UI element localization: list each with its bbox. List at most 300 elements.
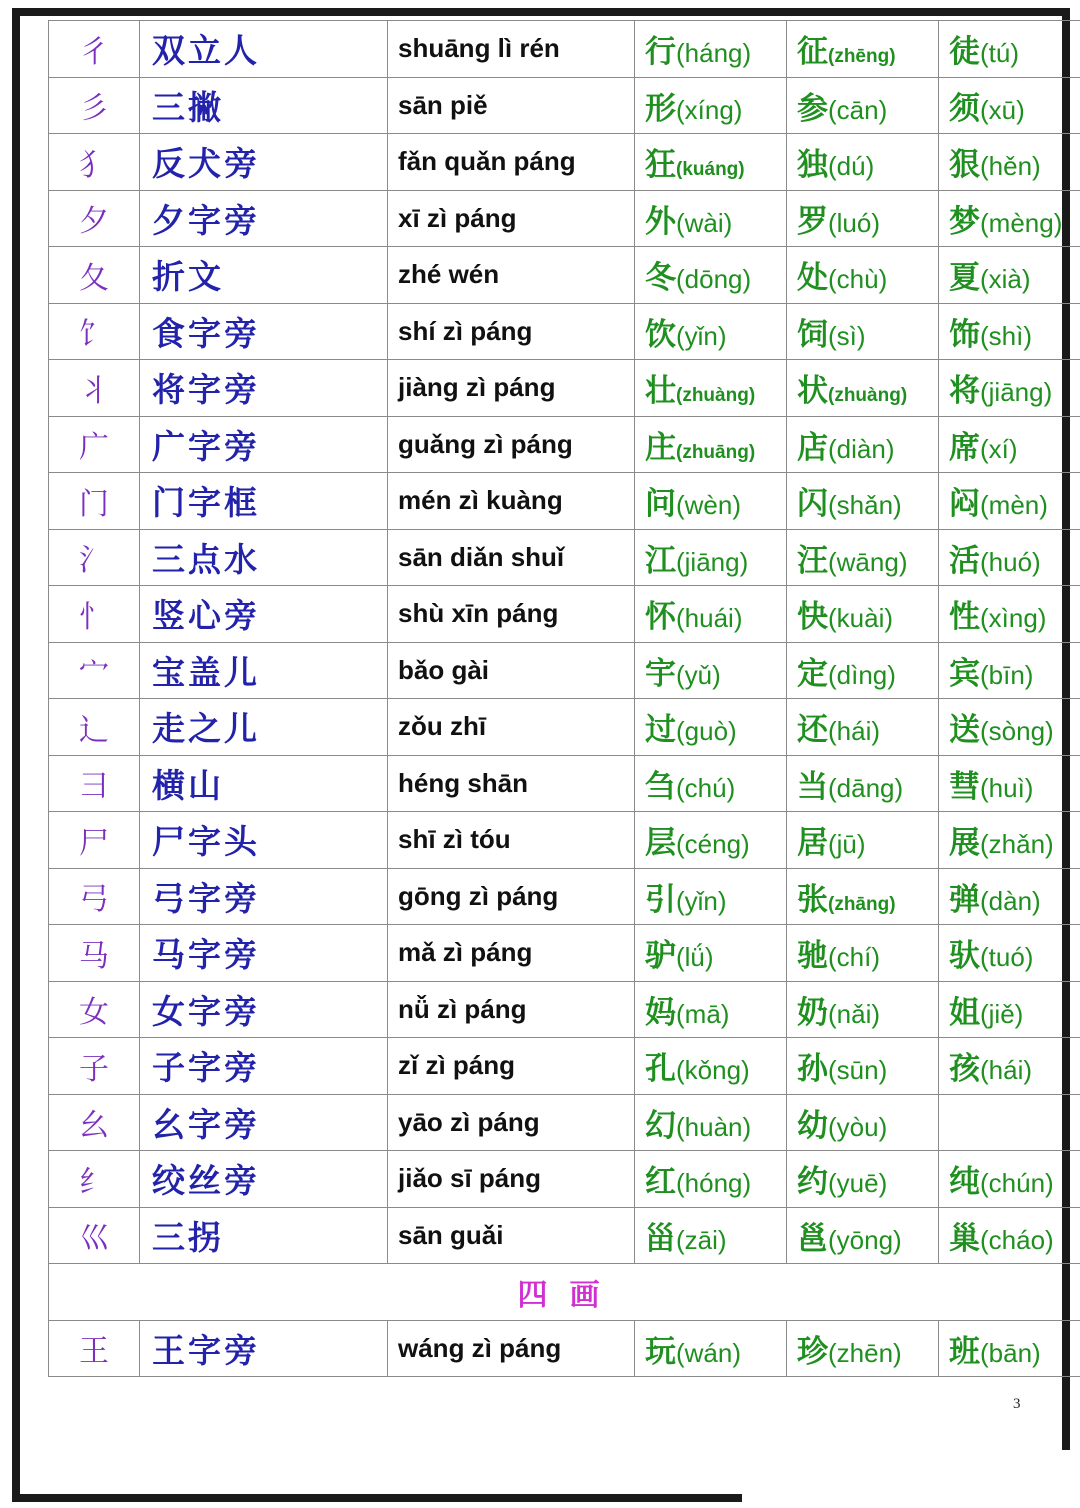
example-cell bbox=[635, 473, 787, 530]
example-pinyin: (lǘ) bbox=[676, 942, 714, 973]
table-row bbox=[49, 77, 1080, 134]
example-character: 冬 bbox=[645, 260, 676, 297]
radical-name-cell: 宝盖儿 bbox=[140, 642, 388, 699]
radical-cell: 弓 bbox=[49, 868, 140, 925]
radical-cell: 夂 bbox=[49, 247, 140, 304]
example-pinyin: (luó) bbox=[828, 207, 881, 238]
table-row bbox=[49, 21, 1080, 78]
example-cell bbox=[635, 981, 787, 1038]
example-character: 幼 bbox=[797, 1107, 828, 1144]
example-pinyin: (mā) bbox=[676, 998, 730, 1029]
example-character: 快 bbox=[797, 599, 828, 636]
example-character: 约 bbox=[797, 1164, 828, 1201]
example-pinyin: (hái) bbox=[980, 1055, 1033, 1086]
pinyin-cell: yāo zì páng bbox=[388, 1094, 635, 1151]
table-row bbox=[49, 529, 1080, 586]
example-pinyin: (dìng) bbox=[828, 659, 896, 690]
example-pinyin: (zhuàng) bbox=[676, 385, 756, 407]
example-cell bbox=[939, 303, 1080, 360]
example-character: 饰 bbox=[949, 316, 980, 353]
radical-cell: 忄 bbox=[49, 586, 140, 643]
radical-cell: 彳 bbox=[49, 21, 140, 78]
page-frame-bottom bbox=[12, 1494, 742, 1502]
table-row bbox=[49, 755, 1080, 812]
example-pinyin: (xū) bbox=[980, 94, 1025, 125]
example-pinyin: (xíng) bbox=[676, 94, 743, 125]
radical-cell: 饣 bbox=[49, 303, 140, 360]
example-cell bbox=[787, 1151, 939, 1208]
example-character: 庄 bbox=[645, 429, 676, 466]
example-pinyin: (jiāng) bbox=[980, 377, 1053, 408]
example-character: 处 bbox=[797, 260, 828, 297]
example-cell bbox=[635, 134, 787, 191]
radical-name-cell: 子字旁 bbox=[140, 1038, 388, 1095]
example-cell bbox=[939, 868, 1080, 925]
example-cell bbox=[939, 586, 1080, 643]
example-pinyin: (wài) bbox=[676, 207, 733, 238]
page-frame-top bbox=[12, 8, 1070, 16]
example-pinyin: (sūn) bbox=[828, 1055, 888, 1086]
example-pinyin: (shì) bbox=[980, 320, 1032, 351]
example-cell bbox=[939, 360, 1080, 417]
example-pinyin: (dàn) bbox=[980, 885, 1041, 916]
example-character: 将 bbox=[949, 373, 980, 410]
radical-name-cell: 反犬旁 bbox=[140, 134, 388, 191]
example-pinyin: (kǒng) bbox=[676, 1055, 750, 1086]
table-row bbox=[49, 981, 1080, 1038]
example-character: 汪 bbox=[797, 542, 828, 579]
example-cell bbox=[787, 642, 939, 699]
radical-cell: 辶 bbox=[49, 699, 140, 756]
radical-name-cell: 横山 bbox=[140, 755, 388, 812]
example-character: 居 bbox=[797, 825, 828, 862]
radical-cell: 马 bbox=[49, 925, 140, 982]
table-row bbox=[49, 473, 1080, 530]
example-cell bbox=[787, 416, 939, 473]
example-pinyin: (zhuāng) bbox=[676, 441, 756, 463]
example-character: 席 bbox=[949, 429, 980, 466]
example-character: 姐 bbox=[949, 994, 980, 1031]
example-character: 徒 bbox=[949, 34, 980, 71]
example-pinyin: (tuó) bbox=[980, 942, 1034, 973]
example-cell bbox=[635, 642, 787, 699]
example-cell bbox=[787, 981, 939, 1038]
example-character: 外 bbox=[645, 203, 676, 240]
example-cell bbox=[939, 473, 1080, 530]
example-character: 闷 bbox=[949, 486, 980, 523]
radical-cell: 广 bbox=[49, 416, 140, 473]
example-pinyin: (zhuàng) bbox=[828, 385, 908, 407]
example-cell bbox=[939, 699, 1080, 756]
example-cell bbox=[939, 21, 1080, 78]
example-character: 彗 bbox=[949, 768, 980, 805]
example-cell bbox=[939, 77, 1080, 134]
table-row bbox=[49, 699, 1080, 756]
example-pinyin: (diàn) bbox=[828, 433, 895, 464]
example-pinyin: (dōng) bbox=[676, 264, 752, 295]
example-cell bbox=[787, 868, 939, 925]
example-pinyin: (yǔ) bbox=[676, 659, 721, 690]
pinyin-cell: shī zì tóu bbox=[388, 812, 635, 869]
example-pinyin: (bān) bbox=[980, 1337, 1041, 1368]
example-cell bbox=[939, 1320, 1080, 1377]
table-row bbox=[49, 812, 1080, 869]
example-cell bbox=[939, 529, 1080, 586]
example-cell bbox=[787, 1320, 939, 1377]
example-character: 张 bbox=[797, 881, 828, 918]
example-character: 还 bbox=[797, 712, 828, 749]
example-cell bbox=[939, 755, 1080, 812]
example-pinyin: (zhǎn) bbox=[980, 829, 1054, 860]
radical-table bbox=[48, 20, 1080, 1377]
table-row bbox=[49, 1207, 1080, 1264]
pinyin-cell: shí zì páng bbox=[388, 303, 635, 360]
pinyin-cell: jiǎo sī páng bbox=[388, 1151, 635, 1208]
pinyin-cell: jiàng zì páng bbox=[388, 360, 635, 417]
example-pinyin: (huì) bbox=[980, 772, 1034, 803]
example-pinyin: (mèng) bbox=[980, 207, 1063, 238]
example-cell bbox=[635, 77, 787, 134]
example-cell bbox=[635, 529, 787, 586]
radical-cell: 丬 bbox=[49, 360, 140, 417]
pinyin-cell: héng shān bbox=[388, 755, 635, 812]
example-pinyin: (háng) bbox=[676, 38, 752, 69]
table-row bbox=[49, 925, 1080, 982]
pinyin-cell: sān guǎi bbox=[388, 1207, 635, 1264]
example-character: 定 bbox=[797, 655, 828, 692]
radical-table-body bbox=[49, 21, 1080, 1377]
radical-cell: 宀 bbox=[49, 642, 140, 699]
example-pinyin: (hái) bbox=[828, 716, 881, 747]
example-character: 驰 bbox=[797, 938, 828, 975]
example-character: 引 bbox=[645, 881, 676, 918]
example-pinyin: (yǐn) bbox=[676, 320, 727, 351]
example-pinyin: (hěn) bbox=[980, 151, 1041, 182]
example-pinyin: (yǐn) bbox=[676, 885, 727, 916]
example-character: 宇 bbox=[645, 655, 676, 692]
example-cell bbox=[787, 1094, 939, 1151]
example-character: 珍 bbox=[797, 1333, 828, 1370]
pinyin-cell: shuāng lì rén bbox=[388, 21, 635, 78]
example-pinyin: (jiāng) bbox=[676, 546, 749, 577]
table-row bbox=[49, 360, 1080, 417]
pinyin-cell: fǎn quǎn páng bbox=[388, 134, 635, 191]
pinyin-cell: zhé wén bbox=[388, 247, 635, 304]
table-row bbox=[49, 134, 1080, 191]
example-pinyin: (chú) bbox=[676, 772, 736, 803]
pinyin-cell: nǚ zì páng bbox=[388, 981, 635, 1038]
example-cell bbox=[939, 981, 1080, 1038]
example-pinyin: (cháo) bbox=[980, 1224, 1054, 1255]
example-pinyin: (tú) bbox=[980, 38, 1019, 69]
example-cell bbox=[787, 247, 939, 304]
radical-name-cell: 三点水 bbox=[140, 529, 388, 586]
pinyin-cell: zǒu zhī bbox=[388, 699, 635, 756]
example-character: 当 bbox=[797, 768, 828, 805]
example-cell bbox=[787, 529, 939, 586]
example-character: 妈 bbox=[645, 994, 676, 1031]
example-cell bbox=[939, 134, 1080, 191]
example-cell bbox=[939, 1207, 1080, 1264]
example-character: 夏 bbox=[949, 260, 980, 297]
example-character: 形 bbox=[645, 90, 676, 127]
example-character: 孙 bbox=[797, 1051, 828, 1088]
example-cell bbox=[635, 868, 787, 925]
example-pinyin: (jū) bbox=[828, 829, 866, 860]
example-pinyin: (chún) bbox=[980, 1168, 1054, 1199]
example-pinyin: (huàn) bbox=[676, 1111, 752, 1142]
example-cell bbox=[787, 134, 939, 191]
example-character: 饮 bbox=[645, 316, 676, 353]
radical-name-cell: 弓字旁 bbox=[140, 868, 388, 925]
example-pinyin: (zhēn) bbox=[828, 1337, 902, 1368]
example-character: 邕 bbox=[797, 1220, 828, 1257]
example-character: 刍 bbox=[645, 768, 676, 805]
example-pinyin: (dú) bbox=[828, 151, 875, 182]
example-cell bbox=[939, 416, 1080, 473]
example-pinyin: (céng) bbox=[676, 829, 750, 860]
example-character: 纯 bbox=[949, 1164, 980, 1201]
example-character: 驴 bbox=[645, 938, 676, 975]
example-character: 独 bbox=[797, 147, 828, 184]
radical-name-cell: 三撇 bbox=[140, 77, 388, 134]
example-character: 活 bbox=[949, 542, 980, 579]
example-cell bbox=[787, 586, 939, 643]
example-pinyin: (chù) bbox=[828, 264, 888, 295]
example-cell bbox=[939, 1151, 1080, 1208]
section-row bbox=[49, 1264, 1080, 1321]
example-character: 狂 bbox=[645, 147, 676, 184]
page-frame-left bbox=[12, 8, 20, 1500]
example-character: 过 bbox=[645, 712, 676, 749]
example-character: 展 bbox=[949, 825, 980, 862]
example-cell bbox=[787, 699, 939, 756]
example-cell bbox=[939, 190, 1080, 247]
radical-name-cell: 将字旁 bbox=[140, 360, 388, 417]
example-pinyin: (shǎn) bbox=[828, 490, 902, 521]
example-character: 须 bbox=[949, 90, 980, 127]
table-row bbox=[49, 1094, 1080, 1151]
example-character: 层 bbox=[645, 825, 676, 862]
example-character: 宾 bbox=[949, 655, 980, 692]
table-row bbox=[49, 247, 1080, 304]
radical-name-cell: 尸字头 bbox=[140, 812, 388, 869]
radical-cell: 尸 bbox=[49, 812, 140, 869]
table-row bbox=[49, 1320, 1080, 1377]
radical-name-cell: 广字旁 bbox=[140, 416, 388, 473]
example-character: 红 bbox=[645, 1164, 676, 1201]
example-cell bbox=[635, 190, 787, 247]
example-pinyin: (wèn) bbox=[676, 490, 742, 521]
radical-cell: 王 bbox=[49, 1320, 140, 1377]
example-cell bbox=[635, 1320, 787, 1377]
pinyin-cell: zǐ zì páng bbox=[388, 1038, 635, 1095]
example-pinyin: (yuē) bbox=[828, 1168, 888, 1199]
radical-cell: 女 bbox=[49, 981, 140, 1038]
radical-name-cell: 门字框 bbox=[140, 473, 388, 530]
example-pinyin: (huái) bbox=[676, 603, 743, 634]
example-cell bbox=[635, 925, 787, 982]
radical-name-cell: 三拐 bbox=[140, 1207, 388, 1264]
table-row bbox=[49, 1038, 1080, 1095]
example-cell bbox=[787, 303, 939, 360]
example-cell bbox=[787, 190, 939, 247]
example-cell bbox=[635, 1094, 787, 1151]
radical-name-cell: 绞丝旁 bbox=[140, 1151, 388, 1208]
example-cell bbox=[635, 586, 787, 643]
radical-name-cell: 折文 bbox=[140, 247, 388, 304]
example-character: 饲 bbox=[797, 316, 828, 353]
example-character: 状 bbox=[797, 373, 828, 410]
example-cell bbox=[635, 755, 787, 812]
example-character: 玩 bbox=[645, 1333, 676, 1370]
table-row bbox=[49, 586, 1080, 643]
example-character: 性 bbox=[949, 599, 980, 636]
example-cell bbox=[787, 812, 939, 869]
example-cell bbox=[635, 247, 787, 304]
example-pinyin: (hóng) bbox=[676, 1168, 752, 1199]
radical-name-cell: 竖心旁 bbox=[140, 586, 388, 643]
table-row bbox=[49, 416, 1080, 473]
example-character: 狠 bbox=[949, 147, 980, 184]
radical-cell: 幺 bbox=[49, 1094, 140, 1151]
example-character: 驮 bbox=[949, 938, 980, 975]
example-character: 行 bbox=[645, 34, 676, 71]
example-character: 巢 bbox=[949, 1220, 980, 1257]
example-pinyin: (cān) bbox=[828, 94, 888, 125]
example-character: 江 bbox=[645, 542, 676, 579]
example-cell bbox=[635, 303, 787, 360]
table-row bbox=[49, 190, 1080, 247]
radical-cell: 纟 bbox=[49, 1151, 140, 1208]
example-pinyin: (chí) bbox=[828, 942, 880, 973]
example-character: 闪 bbox=[797, 486, 828, 523]
example-pinyin: (wāng) bbox=[828, 546, 908, 577]
example-cell bbox=[939, 247, 1080, 304]
example-cell bbox=[635, 812, 787, 869]
example-pinyin: (wán) bbox=[676, 1337, 742, 1368]
example-character: 壮 bbox=[645, 373, 676, 410]
example-cell bbox=[939, 1038, 1080, 1095]
example-cell bbox=[787, 755, 939, 812]
example-character: 班 bbox=[949, 1333, 980, 1370]
page-number: 3 bbox=[1013, 1396, 1021, 1412]
example-character: 孩 bbox=[949, 1051, 980, 1088]
example-pinyin: (xí) bbox=[980, 433, 1018, 464]
pinyin-cell: xī zì páng bbox=[388, 190, 635, 247]
table-row bbox=[49, 303, 1080, 360]
example-pinyin: (nǎi) bbox=[828, 998, 881, 1029]
radical-cell: 彡 bbox=[49, 77, 140, 134]
pinyin-cell: wáng zì páng bbox=[388, 1320, 635, 1377]
pinyin-cell: sān diǎn shuǐ bbox=[388, 529, 635, 586]
example-cell bbox=[939, 925, 1080, 982]
example-pinyin: (sì) bbox=[828, 320, 866, 351]
radical-name-cell: 王字旁 bbox=[140, 1320, 388, 1377]
pinyin-cell: bǎo gài bbox=[388, 642, 635, 699]
example-character: 甾 bbox=[645, 1220, 676, 1257]
radical-name-cell: 女字旁 bbox=[140, 981, 388, 1038]
example-character: 参 bbox=[797, 90, 828, 127]
pinyin-cell: guǎng zì páng bbox=[388, 416, 635, 473]
radical-cell: 犭 bbox=[49, 134, 140, 191]
example-character: 梦 bbox=[949, 203, 980, 240]
example-character: 店 bbox=[797, 429, 828, 466]
example-character: 弹 bbox=[949, 881, 980, 918]
example-character: 幻 bbox=[645, 1107, 676, 1144]
example-cell bbox=[939, 642, 1080, 699]
example-pinyin: (kuài) bbox=[828, 603, 894, 634]
example-pinyin: (yōng) bbox=[828, 1224, 902, 1255]
example-cell bbox=[787, 473, 939, 530]
pinyin-cell: gōng zì páng bbox=[388, 868, 635, 925]
radical-name-cell: 马字旁 bbox=[140, 925, 388, 982]
example-cell bbox=[787, 21, 939, 78]
example-character: 罗 bbox=[797, 203, 828, 240]
radical-name-cell: 双立人 bbox=[140, 21, 388, 78]
example-cell bbox=[635, 416, 787, 473]
example-cell bbox=[635, 360, 787, 417]
example-pinyin: (bīn) bbox=[980, 659, 1034, 690]
radical-cell: 氵 bbox=[49, 529, 140, 586]
example-character: 奶 bbox=[797, 994, 828, 1031]
example-cell bbox=[787, 1038, 939, 1095]
example-cell bbox=[635, 21, 787, 78]
radical-name-cell: 食字旁 bbox=[140, 303, 388, 360]
example-character: 孔 bbox=[645, 1051, 676, 1088]
pinyin-cell: sān piě bbox=[388, 77, 635, 134]
example-character: 征 bbox=[797, 34, 828, 71]
table-row bbox=[49, 642, 1080, 699]
radical-cell: 夕 bbox=[49, 190, 140, 247]
example-pinyin: (yòu) bbox=[828, 1111, 888, 1142]
example-cell bbox=[939, 812, 1080, 869]
radical-cell: 彐 bbox=[49, 755, 140, 812]
example-pinyin: (kuáng) bbox=[676, 159, 745, 181]
example-pinyin: (sòng) bbox=[980, 716, 1054, 747]
pinyin-cell: mǎ zì páng bbox=[388, 925, 635, 982]
example-pinyin: (guò) bbox=[676, 716, 737, 747]
example-character: 怀 bbox=[645, 599, 676, 636]
example-pinyin: (dāng) bbox=[828, 772, 904, 803]
radical-cell: 门 bbox=[49, 473, 140, 530]
radical-cell: 巛 bbox=[49, 1207, 140, 1264]
example-pinyin: (mèn) bbox=[980, 490, 1048, 521]
example-cell bbox=[635, 1151, 787, 1208]
radical-name-cell: 夕字旁 bbox=[140, 190, 388, 247]
example-cell bbox=[635, 1038, 787, 1095]
example-pinyin: (xià) bbox=[980, 264, 1031, 295]
pinyin-cell: shù xīn páng bbox=[388, 586, 635, 643]
example-cell bbox=[635, 699, 787, 756]
example-cell bbox=[635, 1207, 787, 1264]
example-cell bbox=[787, 360, 939, 417]
example-cell bbox=[787, 77, 939, 134]
example-cell bbox=[787, 1207, 939, 1264]
example-pinyin: (zhēng) bbox=[828, 46, 896, 68]
example-pinyin: (xìng) bbox=[980, 603, 1047, 634]
example-character: 问 bbox=[645, 486, 676, 523]
section-title: 四画 bbox=[49, 1264, 1080, 1321]
radical-name-cell: 幺字旁 bbox=[140, 1094, 388, 1151]
example-cell bbox=[939, 1094, 1080, 1151]
example-pinyin: (jiě) bbox=[980, 998, 1024, 1029]
example-pinyin: (zhāng) bbox=[828, 893, 896, 915]
example-character: 送 bbox=[949, 712, 980, 749]
example-cell bbox=[787, 925, 939, 982]
table-row bbox=[49, 1151, 1080, 1208]
pinyin-cell: mén zì kuàng bbox=[388, 473, 635, 530]
